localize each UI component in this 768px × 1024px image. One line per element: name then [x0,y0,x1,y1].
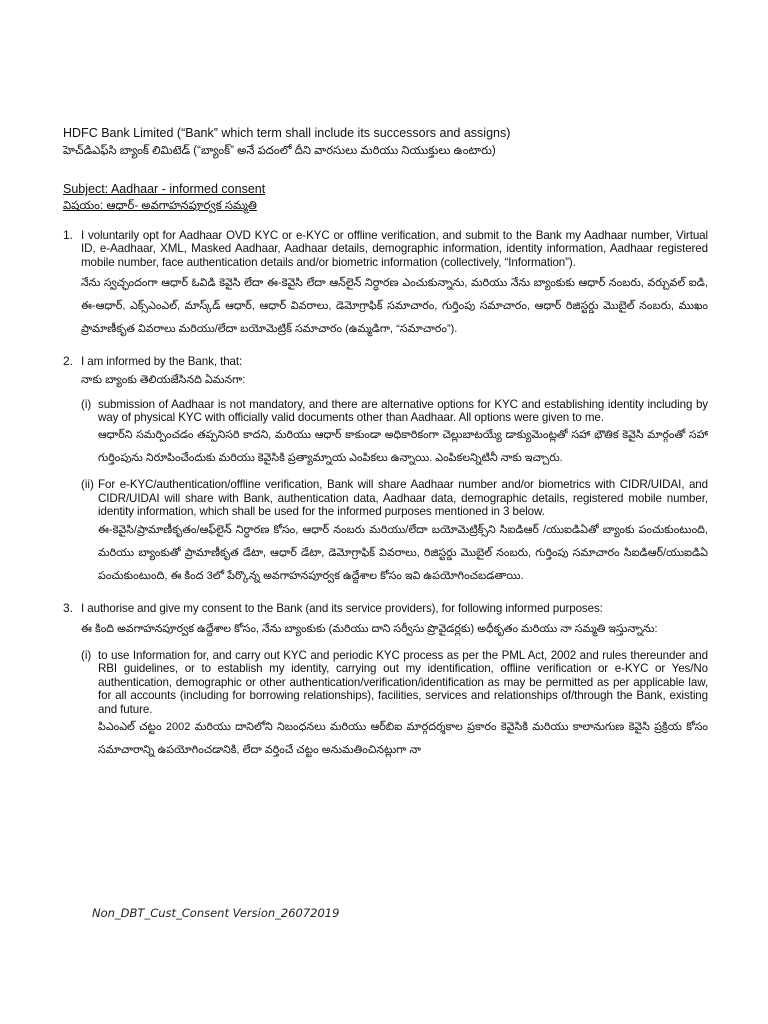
subclause-text-english: submission of Aadhaar is not mandatory, and there are alternative options for KYC and establishing identity including by way of physical KYC with officially valid documents other than Aadhaar. All options were given to me. [98,397,708,425]
header-english: HDFC Bank Limited (“Bank” which term shall include its successors and assigns) [63,126,511,140]
clause-text-telugu: నేను స్వచ్ఛందంగా ఆధార్ ఓవిడి కెవైసి లేదా ఈ-కెవైసి లేదా ఆన్‌లైన్ నిర్ధారణ ఎంచుకున్నాను, మరియు నేను బ్యాంకుకు ఆధార్ నంబరు, వర్చువల్ ఐడి, ఈ-ఆధార్, ఎక్స్‌ఎంఎల్, మాస్క్‌డ్ ఆధార్, ఆధార్ వివరాలు, డెమోగ్రాఫిక్ సమాచారం, గుర్తింపు సమాచారం, ఆధార్ రిజిస్టర్డు మొబైల్ నంబరు, ముఖం ప్రామాణీకృత వివరాలు మరియు/లేదా బయోమెట్రిక్ సమాచారం (ఉమ్మడిగా, “సమాచారం”). [81,277,708,336]
subclause-number: (i) [81,397,92,411]
subclause-3-i [81,649,708,762]
clause-3 [63,602,708,762]
consent-document [63,126,708,762]
subclause-number: (ii) [81,478,94,492]
clause-number: 2. [63,354,74,369]
clause-text-english: I authorise and give my consent to the Bank (and its service providers), for following informed purposes: [81,601,603,615]
clause-number: 1. [63,228,74,242]
subject-telugu: విషయం: ఆధార్- అవగాహనపూర్వక సమ్మతి [63,200,257,212]
subclause-text-english: For e-KYC/authentication/offline verification, Bank will share Aadhaar number and/or biometrics with CIDR/UIDAI, and CIDR/UIDAI will share with Bank, authentication data, Aadhaar data, demographic details, registered mobile number, identity information, which shall be used for the informed purposes mentioned in 3 below. [98,478,708,519]
subclause-2-i [81,398,708,471]
clause-2 [63,355,708,587]
clause-1 [63,229,708,341]
clause-text-english: I am informed by the Bank, that: [81,355,243,369]
clause-text-telugu: నాకు బ్యాంకు తెలియజేసినది ఏమనగా: [81,373,246,386]
subclause-2-ii [81,478,708,587]
clause-text-english: I voluntarily opt for Aadhaar OVD KYC or e-KYC or offline verification, and submit to the Bank my Aadhaar number, Virtual ID, e-Aadhaar, XML, Masked Aadhaar, Aadhaar details, demographic information, identity information, Aadhaar registered mobile number, face authentication details and/or biometric information (collectively, “Information”). [81,229,708,269]
subclause-text-telugu: పిఎంఎల్ చట్టం 2002 మరియు దానిలోని నిబంధనలు మరియు ఆర్‌బిఐ మార్గదర్శకాల ప్రకారం కెవైసికి మరియు కాలానుగుణ కెవైసి ప్రక్రియ కోసం సమాచారాన్ని ఉపయోగించడానికి, లేదా వర్తించే చట్టం అనుమతించినట్లుగా నా [98,721,708,757]
subclause-text-english: to use Information for, and carry out KYC and periodic KYC process as per the PML Act, 2002 and rules thereunder and RBI guidelines, or to establish my identity, carrying out my identification, offline verification or e-KYC or Yes/No authentication, demographic or other authentication/verification/identification as may be permitted as per applicable law, for all accounts (including for borrowing relationships), facilities, services and relationships of/through the Bank, existing and future. [98,649,708,716]
subclause-text-telugu: ఈ-కెవైసి/ప్రామాణీకృతం/ఆఫ్‌లైన్ నిర్ధారణ కోసం, ఆధార్ నంబరు మరియు/లేదా బయోమెట్రిక్స్‌ని సిఐడిఆర్ /యుఐడిఏతో బ్యాంకు పంచుకుంటుంది, మరియు బ్యాంకుతో ప్రామాణీకృత డేటా, ఆధార్ డేటా, డెమోగ్రాఫిక్ వివరాలు, రిజిస్టర్డు మొబైల్ నంబరు, గుర్తింపు సమాచారం సిఐడిఆర్/యుఐడిఏ పంచుకుంటుంది, ఈ కింద 3లో పేర్కొన్న అవగాహనపూర్వక ఉద్దేశాల కోసం ఇవి ఉపయోగించబడతాయి. [98,523,708,582]
clause-number: 3. [63,600,74,615]
subclause-text-telugu: ఆధార్‌ని సమర్పించడం తప్పనిసరి కాదని, మరియు ఆధార్ కాకుండా అధికారికంగా చెల్లుబాటయ్యే డాక్యుమెంట్లతో సహా భౌతిక కెవైసి మార్గంతో సహా గుర్తింపును నిరూపించేందుకు మరియు కెవైసికి ప్రత్యామ్నాయ ఎంపికలు ఉన్నాయి. ఎంపికలన్నిటినీ నాకు ఇచ్చారు. [98,429,708,465]
header-telugu: హెచ్‌డిఎఫ్‌సి బ్యాంక్ లిమిటెడ్ (“బ్యాంక్” అనే పదంలో దీని వారసులు మరియు నియుక్తులు ఉంటారు) [63,145,496,157]
subject-english: Subject: Aadhaar - informed consent [63,182,266,196]
document-version-footer: Non_DBT_Cust_Consent Version_26072019 [92,906,340,920]
clause-text-telugu: ఈ కింది అవగాహనపూర్వక ఉద్దేశాల కోసం, నేను బ్యాంకుకు (మరియు దాని సర్వీసు ప్రొవైడర్లకు) అధీకృతం మరియు నా సమ్మతి ఇస్తున్నాను: [81,623,658,636]
subclause-number: (i) [81,649,92,663]
